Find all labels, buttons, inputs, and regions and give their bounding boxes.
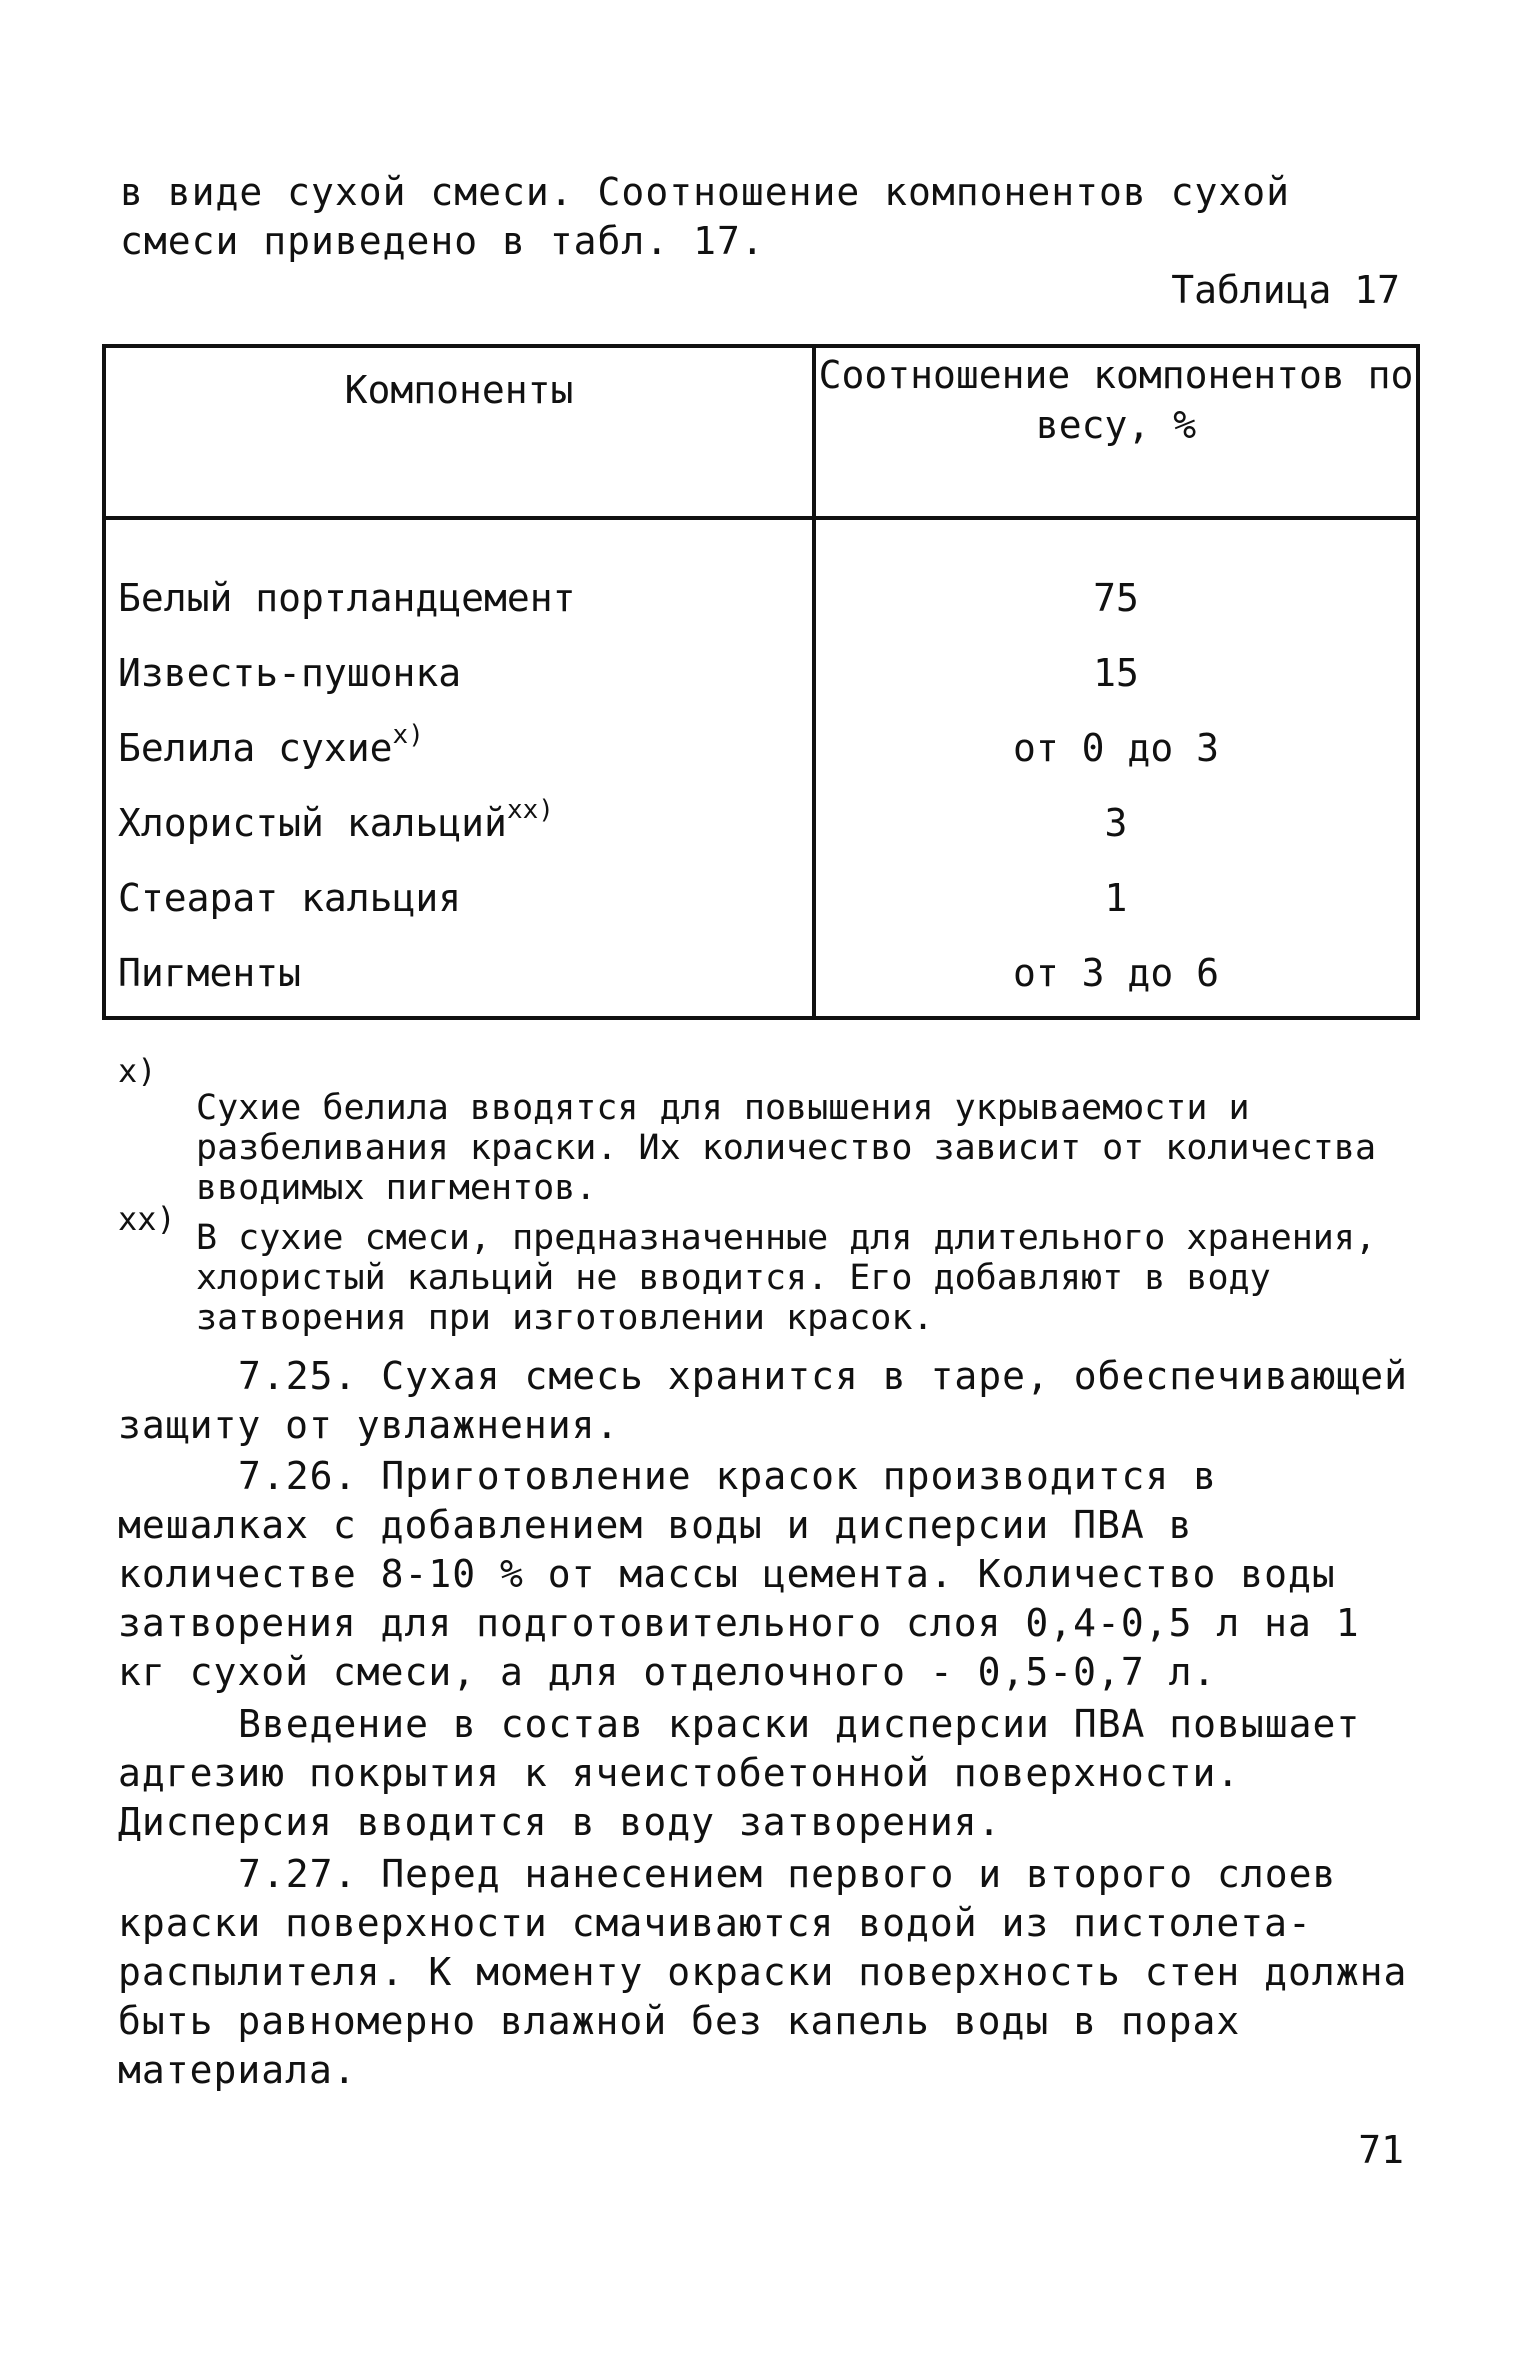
footnote-text: В сухие смеси, предназначенные для длительного хранения, хлористый кальций не вводится. Его добавляют в воду затворения при изготовлении красок. — [196, 1218, 1377, 1338]
footnote-ref: xx) — [506, 794, 554, 825]
component-name — [104, 785, 814, 860]
component-name — [104, 710, 814, 785]
footnote-text: Сухие белила вводятся для повышения укрываемости и разбеливания краски. Их количество зависит от количества вводимых пигментов. — [196, 1088, 1377, 1208]
table-row — [104, 785, 1418, 860]
table-row — [104, 860, 1418, 935]
page-number: 71 — [1358, 2128, 1404, 2172]
table-row — [104, 710, 1418, 785]
header-ratio — [814, 346, 1418, 518]
component-name — [104, 860, 814, 935]
table-header-row — [104, 346, 1418, 518]
component-name-text: Известь-пушонка — [118, 650, 462, 695]
component-ratio: 1 — [1104, 875, 1128, 920]
component-name — [104, 935, 814, 1018]
component-name-text: Хлористый кальций — [118, 800, 507, 845]
component-name — [104, 518, 814, 635]
component-name-text: Стеарат кальция — [118, 875, 462, 920]
component-name — [104, 635, 814, 710]
table-caption: Таблица 17 — [1171, 268, 1400, 312]
footnote-mark: xx) — [118, 1200, 176, 1238]
component-name-text: Пигменты — [118, 950, 302, 995]
component-name-text: Белила сухие — [118, 725, 393, 770]
section-7-27: 7.27. Перед нанесением первого и второго слоев краски поверхности смачиваются водой из пистолета-распылителя. К моменту окраски поверхность стен должна быть равномерно влажной без капель воды в порах материала. — [118, 1852, 1408, 2092]
footnote-ref: x) — [392, 719, 424, 750]
footnote-mark: x) — [118, 1052, 157, 1090]
header-ratio-text: Соотношение компонентов по весу, % — [818, 353, 1414, 447]
component-ratio: от 3 до 6 — [1013, 950, 1219, 995]
section-7-25: 7.25. Сухая смесь хранится в таре, обеспечивающей защиту от увлажнения. — [118, 1354, 1409, 1447]
header-components: Компоненты — [104, 346, 814, 518]
table-row — [104, 935, 1418, 1018]
component-ratio: 15 — [1093, 650, 1139, 695]
paragraph-pva: Введение в состав краски дисперсии ПВА повышает адгезию покрытия к ячеистобетонной поверхности. Дисперсия вводится в воду затворения. — [118, 1702, 1361, 1844]
table-row — [104, 635, 1418, 710]
section-7-26: 7.26. Приготовление красок производится в мешалках с добавлением воды и дисперсии ПВА в количестве 8-10 % от массы цемента. Количество воды затворения для подготовительного слоя 0,4-0,5 л на 1 кг сухой смеси, а для отделочного - 0,5-0,7 л. — [118, 1454, 1360, 1694]
component-ratio: 3 — [1104, 800, 1128, 845]
table-row — [104, 518, 1418, 635]
components-table — [102, 344, 1420, 1020]
component-ratio: от 0 до 3 — [1013, 725, 1219, 770]
component-name-text: Белый портландцемент — [118, 575, 576, 620]
intro-paragraph: в виде сухой смеси. Соотношение компонентов сухой смеси приведено в табл. 17. — [120, 170, 1291, 263]
component-ratio: 75 — [1093, 575, 1139, 620]
